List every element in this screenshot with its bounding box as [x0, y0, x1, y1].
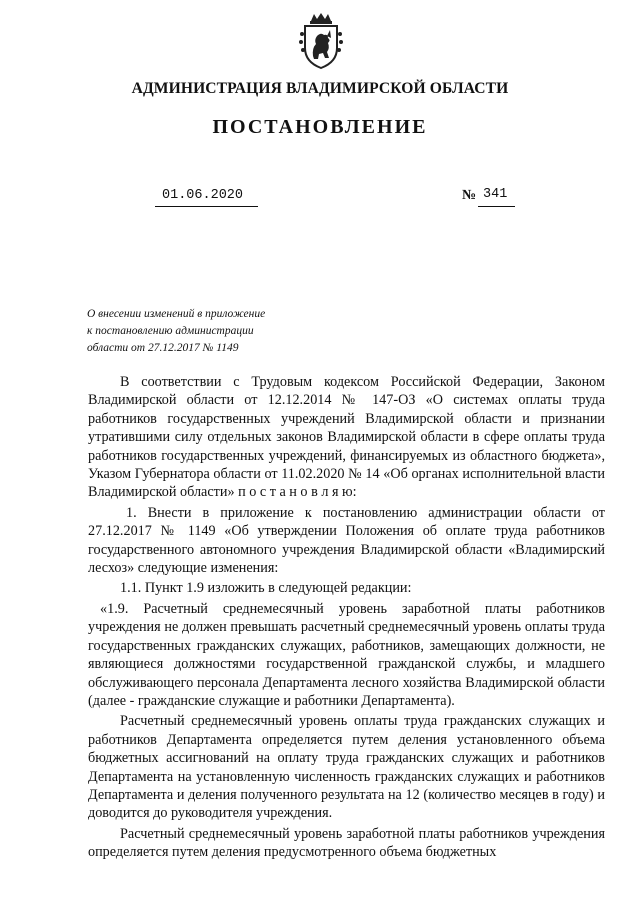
document-type-title: ПОСТАНОВЛЕНИЕ [212, 116, 428, 138]
subject-line: О внесении изменений в приложение [87, 308, 266, 320]
document-body [88, 373, 605, 864]
body-paragraph: Расчетный среднемесячный уровень оплаты труда гражданских служащих и работников Департамента определяется путем деления установленного объема бюджетных ассигнований на оплату труда гражданских служащих и работников Департамента на установленную численность гражданских служащих и работников Департамента и деления полученного результата на 12 (количество месяцев в году) и доводится до руководителя учреждения. [88, 713, 605, 822]
body-paragraph: 1. Внести в приложение к постановлению администрации области от 27.12.2017 № 1149 «Об утверждении Положения об оплате труда работников государственного автономного учреждения Владимирской области «Владимирский лесхоз» следующие изменения: [88, 504, 605, 577]
subject-line: к постановлению администрации [87, 325, 254, 337]
subject-line: области от 27.12.2017 № 1149 [87, 342, 239, 354]
number-sign: № [462, 188, 477, 203]
organization-title: АДМИНИСТРАЦИЯ ВЛАДИМИРСКОЙ ОБЛАСТИ [131, 80, 509, 97]
document-number: 341 [483, 187, 508, 202]
date-underline [155, 206, 258, 207]
coat-of-arms-emblem [297, 12, 345, 70]
document-date: 01.06.2020 [162, 188, 244, 203]
number-underline [478, 206, 515, 207]
body-paragraph: Расчетный среднемесячный уровень заработной платы работников учреждения определяется путем деления предусмотренного объема бюджетных [88, 825, 605, 861]
body-paragraph: «1.9. Расчетный среднемесячный уровень заработной платы работников учреждения не должен превышать расчетный среднемесячный уровень оплаты труда государственных гражданских служащих, работников, замещающих должности, не являющиеся должностями государственной гражданской службы, и младшего обслуживающего персонала Департамента лесного хозяйства Владимирской области (далее - гражданские служащие и работники Департамента). [88, 600, 605, 709]
document-subject [87, 306, 265, 357]
body-paragraph: 1.1. Пункт 1.9 изложить в следующей редакции: [120, 580, 412, 597]
body-paragraph: В соответствии с Трудовым кодексом Российской Федерации, Законом Владимирской области от 12.12.2014 № 147-ОЗ «О системах оплаты труда работников государственных учреждений Владимирской области и признании утратившими силу отдельных законов Владимирской области в сфере оплаты труда работников государственных учреждений, финансируемых из областного бюджета», Указом Губернатора области от 11.02.2020 № 14 «Об органах исполнительной власти Владимирской области» п о с т а н о в л я ю: [88, 374, 605, 501]
